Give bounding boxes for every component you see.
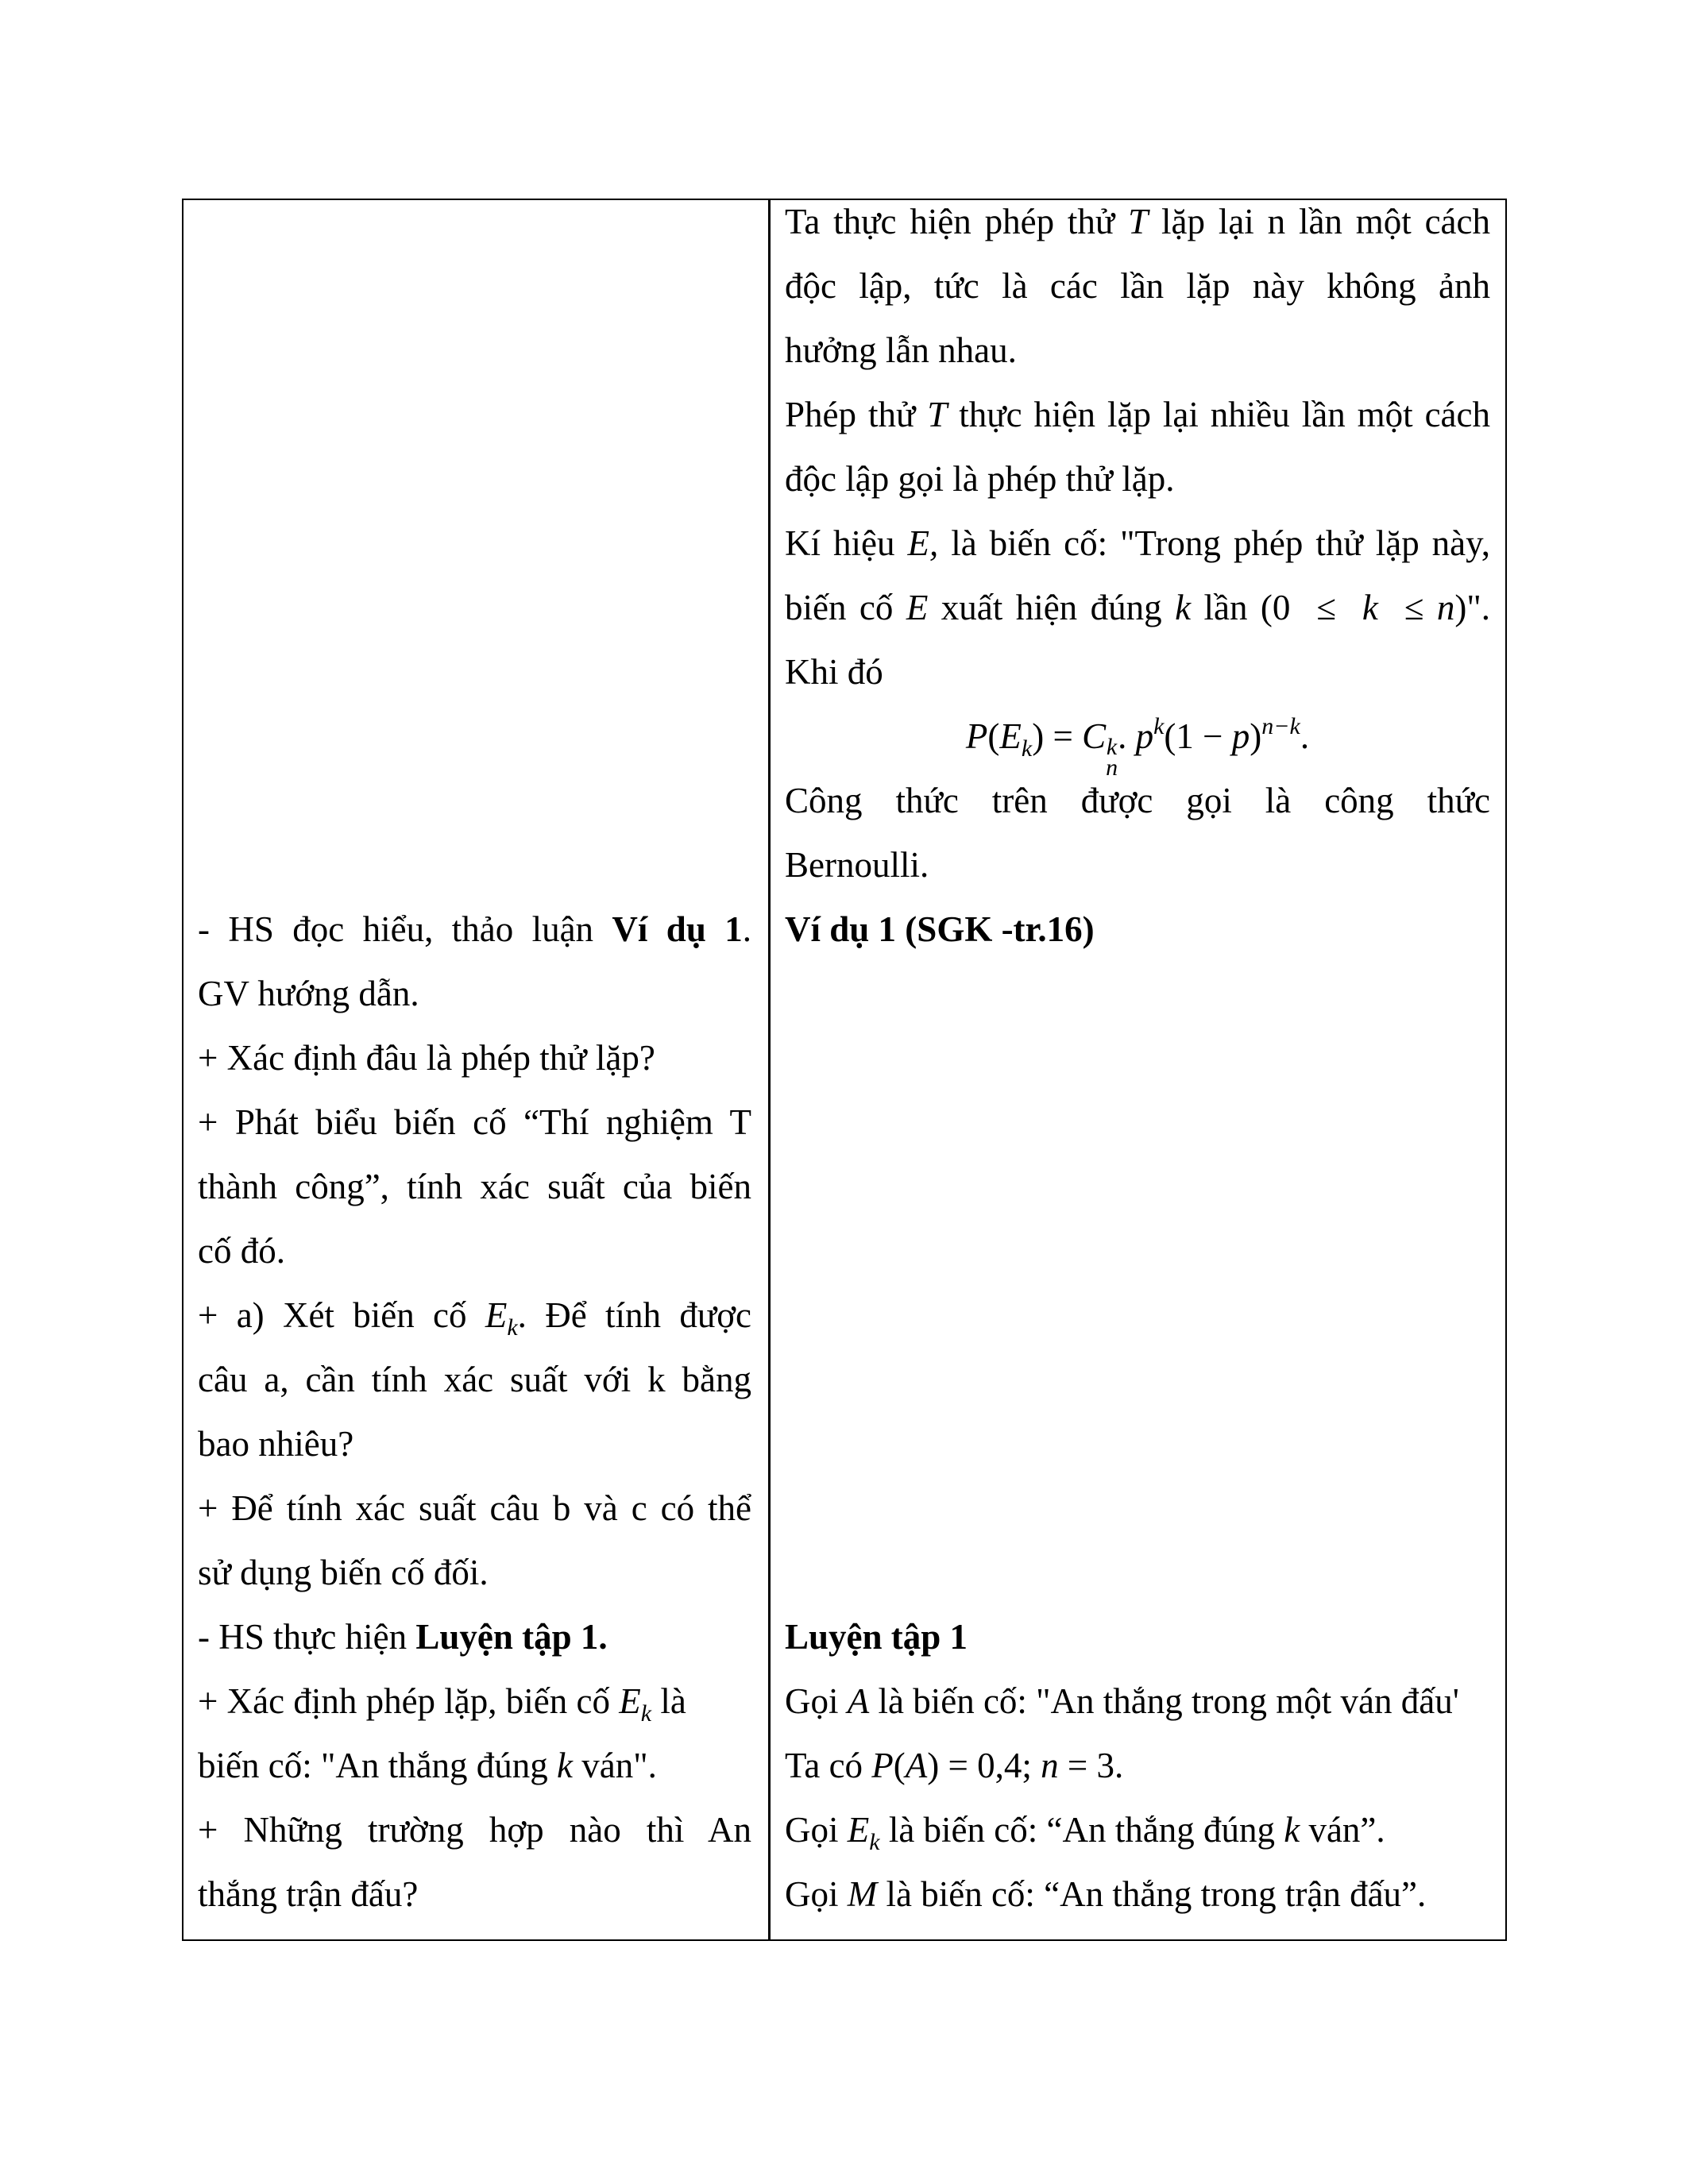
text-line bbox=[785, 254, 1490, 318]
text-line bbox=[785, 447, 1490, 511]
text-line bbox=[785, 769, 1490, 833]
text-run: cố đó. bbox=[198, 1231, 285, 1271]
text-run: là biến cố: “An thắng trong trận đấu”. bbox=[877, 1874, 1427, 1914]
math-text: k bbox=[1021, 735, 1033, 762]
text-run: + Phát biểu biến cố “Thí nghiệm T bbox=[198, 1102, 751, 1142]
math-text: E bbox=[619, 1681, 641, 1721]
text-run: ) bbox=[1250, 716, 1262, 756]
text-run: thắng trận đấu? bbox=[198, 1874, 419, 1914]
text-run: . bbox=[742, 909, 751, 949]
text-line bbox=[785, 1669, 1490, 1734]
math-text: P bbox=[965, 716, 988, 756]
text-run: ) = 0,4; bbox=[927, 1746, 1041, 1785]
math-text: E bbox=[906, 588, 929, 627]
text-run: sử dụng biến cố đối. bbox=[198, 1553, 489, 1592]
text-line bbox=[785, 1798, 1490, 1862]
text-line bbox=[198, 1283, 751, 1348]
text-run: Bernoulli. bbox=[785, 845, 929, 885]
text-line bbox=[198, 1798, 751, 1862]
math-text: p bbox=[1231, 716, 1250, 756]
text-run: là biến cố: “An thắng đúng bbox=[879, 1810, 1284, 1850]
math-subscript: n bbox=[1106, 754, 1118, 781]
text-run: Gọi bbox=[785, 1681, 848, 1721]
text-run: + Xác định đâu là phép thử lặp? bbox=[198, 1038, 655, 1078]
text-line bbox=[198, 1090, 751, 1155]
text-run: bao nhiêu? bbox=[198, 1424, 354, 1464]
text-line bbox=[198, 1541, 751, 1605]
text-run: ( bbox=[893, 1746, 906, 1785]
text-line bbox=[785, 318, 1490, 383]
text-line bbox=[198, 1862, 751, 1927]
bold-text: Luyện tập 1. bbox=[415, 1617, 608, 1657]
text-line bbox=[198, 962, 751, 1026]
text-run: - HS thực hiện bbox=[198, 1617, 416, 1657]
text-run: Khi đó bbox=[785, 652, 883, 692]
text-run: độc lập, tức là các lần lặp này không ảnh bbox=[785, 266, 1490, 306]
text-run: (1 − bbox=[1164, 716, 1232, 756]
text-run: độc lập gọi là phép thử lặp. bbox=[785, 459, 1175, 499]
text-run: Ta có bbox=[785, 1746, 872, 1785]
text-run: ( bbox=[987, 716, 1000, 756]
text-run: + Để tính xác suất câu b và c có thể bbox=[198, 1488, 751, 1528]
text-run: là biến cố: "An thắng trong một ván đấu' bbox=[869, 1681, 1459, 1721]
text-run: câu a, cần tính xác suất với k bằng bbox=[198, 1360, 751, 1399]
text-run: biến cố bbox=[785, 588, 906, 627]
text-run: xuất hiện đúng bbox=[928, 588, 1176, 627]
text-run: GV hướng dẫn. bbox=[198, 974, 419, 1013]
math-text: n bbox=[1436, 588, 1455, 627]
content-column-bottom bbox=[785, 1605, 1490, 1927]
text-line bbox=[785, 833, 1490, 897]
math-text: k bbox=[1175, 588, 1192, 627]
bold-text: Luyện tập 1 bbox=[785, 1617, 968, 1657]
text-run: Gọi bbox=[785, 1874, 848, 1914]
math-text: E bbox=[847, 1810, 870, 1850]
text-line bbox=[198, 1669, 751, 1734]
bold-text: Ví dụ 1 bbox=[612, 909, 743, 949]
text-run: Công thức trên được gọi là công thức bbox=[785, 781, 1490, 820]
column-divider bbox=[768, 199, 771, 1941]
math-text: C bbox=[1082, 716, 1107, 756]
text-run: . bbox=[1300, 716, 1310, 756]
text-run: Ta thực hiện phép thử bbox=[785, 202, 1129, 241]
content-column-top bbox=[785, 190, 1490, 962]
text-run: Phép thử bbox=[785, 395, 928, 434]
text-line bbox=[198, 1219, 751, 1283]
text-run: ván". bbox=[573, 1746, 657, 1785]
teacher-activity-column bbox=[198, 897, 751, 1927]
math-text: k bbox=[1153, 713, 1165, 739]
math-text: k bbox=[869, 1829, 880, 1855]
bold-text: Ví dụ 1 (SGK -tr.16) bbox=[785, 909, 1095, 949]
math-text: p bbox=[1135, 716, 1154, 756]
math-text: E, bbox=[907, 523, 939, 563]
text-run: ) = bbox=[1032, 716, 1083, 756]
text-line bbox=[198, 897, 751, 962]
text-line bbox=[785, 576, 1490, 640]
text-run: là bbox=[651, 1681, 686, 1721]
text-run: - HS đọc hiểu, thảo luận bbox=[198, 909, 612, 949]
math-text: P bbox=[871, 1746, 894, 1785]
text-line bbox=[198, 1476, 751, 1541]
math-text: k bbox=[557, 1746, 574, 1785]
text-run: Kí hiệu bbox=[785, 523, 908, 563]
text-run: + Những trường hợp nào thì An bbox=[198, 1810, 751, 1850]
math-text: T bbox=[1128, 202, 1149, 241]
math-text: k bbox=[1362, 588, 1378, 627]
text-line bbox=[198, 1734, 751, 1798]
text-run: lần (0 ≤ bbox=[1191, 588, 1362, 627]
text-line bbox=[785, 1862, 1490, 1927]
math-text: k bbox=[1284, 1810, 1300, 1850]
math-text: E bbox=[999, 716, 1022, 756]
math-superscript: k bbox=[1106, 734, 1118, 760]
text-line bbox=[785, 1605, 1490, 1669]
text-run: là biến cố: "Trong phép thử lặp này, bbox=[938, 523, 1490, 563]
text-run: + a) Xét biến cố bbox=[198, 1295, 485, 1335]
math-text: n bbox=[1041, 1746, 1059, 1785]
math-text: k bbox=[507, 1314, 518, 1341]
text-line bbox=[198, 1412, 751, 1476]
math-text: A bbox=[905, 1746, 928, 1785]
math-text: T bbox=[927, 395, 948, 434]
text-run: Gọi bbox=[785, 1810, 848, 1850]
text-run: thành công”, tính xác suất của biến bbox=[198, 1167, 751, 1206]
text-run: ≤ bbox=[1377, 588, 1437, 627]
math-text: n−k bbox=[1261, 713, 1300, 739]
text-line bbox=[785, 640, 1490, 704]
math-text: A bbox=[847, 1681, 870, 1721]
text-run: hưởng lẫn nhau. bbox=[785, 330, 1017, 370]
text-line bbox=[198, 1348, 751, 1412]
text-line bbox=[785, 897, 1490, 962]
math-text: E bbox=[485, 1295, 508, 1335]
text-run: ván”. bbox=[1300, 1810, 1385, 1850]
text-run: . bbox=[1118, 716, 1136, 756]
text-run: . Để tính được bbox=[517, 1295, 751, 1335]
text-run: thực hiện lặp lại nhiều lần một cách bbox=[947, 395, 1490, 434]
text-run: lặp lại n lần một cách bbox=[1148, 202, 1490, 241]
text-line bbox=[198, 1026, 751, 1090]
text-run: + Xác định phép lặp, biến cố bbox=[198, 1681, 620, 1721]
text-line bbox=[785, 190, 1490, 254]
text-line bbox=[198, 1605, 751, 1669]
text-line bbox=[785, 383, 1490, 447]
text-run: biến cố: "An thắng đúng bbox=[198, 1746, 558, 1785]
math-text: k bbox=[640, 1700, 652, 1727]
text-run: )". bbox=[1454, 588, 1491, 627]
text-run: = 3. bbox=[1058, 1746, 1124, 1785]
text-line bbox=[198, 1155, 751, 1219]
math-text: M bbox=[847, 1874, 878, 1914]
formula-line bbox=[785, 704, 1490, 781]
text-line bbox=[785, 1734, 1490, 1798]
text-line bbox=[785, 511, 1490, 576]
